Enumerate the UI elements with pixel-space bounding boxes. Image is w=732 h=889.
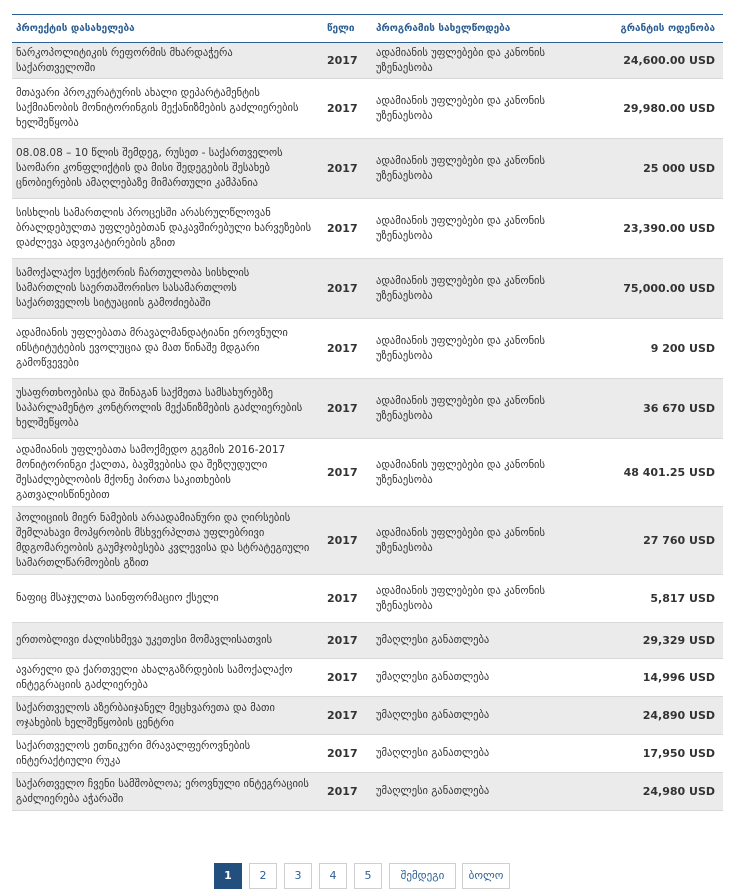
- program-cell: ადამიანის უფლებები და კანონის უზენაესობა: [376, 46, 545, 74]
- page-button-4[interactable]: 4: [319, 863, 347, 889]
- table-row: [12, 773, 723, 811]
- year-cell: 2017: [327, 222, 358, 235]
- project-name-cell: სამოქალაქო სექტორის ჩართულობა სისხლის სამართლის საერთაშორისო სასამართლოს საქართველოს სიტუაციის გამოძიებაში: [16, 267, 250, 309]
- program-cell: ადამიანის უფლებები და კანონის უზენაესობა: [376, 334, 545, 362]
- project-name-cell: სისხლის სამართლის პროცესში არასრულწლოვან ბრალდებულთა უფლებებთან დაკავშირებული ხარვეზების დაძლევა ადვოკატირების გზით: [16, 207, 312, 249]
- year-cell: 2017: [327, 709, 358, 722]
- program-cell: უმაღლესი განათლება: [376, 709, 490, 721]
- program-cell: ადამიანის უფლებები და კანონის უზენაესობა: [376, 394, 545, 422]
- page-button-5[interactable]: 5: [354, 863, 382, 889]
- table-row: [12, 319, 723, 379]
- year-cell: 2017: [327, 634, 358, 647]
- year-cell: 2017: [327, 162, 358, 175]
- project-name-cell: ავარელი და ქართველი ახალგაზრდების სამოქალაქო ინტეგრაციის გაძლიერება: [16, 663, 293, 691]
- program-cell: უმაღლესი განათლება: [376, 634, 490, 646]
- page-button-2[interactable]: 2: [249, 863, 277, 889]
- grants-table-container: [12, 14, 723, 811]
- program-cell: ადამიანის უფლებები და კანონის უზენაესობა: [376, 214, 545, 242]
- program-cell: ადამიანის უფლებები და კანონის უზენაესობა: [376, 274, 545, 302]
- project-name-cell: მთავარი პროკურატურის ახალი დეპარტამენტის საქმიანობის მონიტორინგის მექანიზმების გაძლიერების ხელშეწყობა: [16, 87, 299, 129]
- amount-cell: 17,950 USD: [642, 747, 715, 760]
- amount-cell: 23,390.00 USD: [623, 222, 715, 235]
- program-cell: ადამიანის უფლებები და კანონის უზენაესობა: [376, 154, 545, 182]
- project-name-cell: საქართველოს აზერბაიჯანელ მეცხვარეთა და მათი ოჯახების ხელშეწყობის ცენტრი: [16, 701, 275, 729]
- amount-cell: 36 670 USD: [643, 402, 715, 415]
- year-cell: 2017: [327, 534, 358, 547]
- project-name-cell: ადამიანის უფლებათა სამოქმედო გეგმის 2016-2017 მონიტორინგი ქალთა, ბავშვებისა და შეზღუდული შესაძლებლობის მქონე პირთა საკითხების გათვალისწინებით: [16, 443, 286, 501]
- header-year[interactable]: წელი: [327, 23, 355, 34]
- year-cell: 2017: [327, 54, 358, 67]
- project-name-cell: უსაფრთხოებისა და შინაგან საქმეთა სამსახურებზე საპარლამენტო კონტროლის მექანიზმების გაძლიერების ხელშეწყობა: [16, 387, 303, 429]
- program-cell: ადამიანის უფლებები და კანონის უზენაესობა: [376, 458, 545, 486]
- year-cell: 2017: [327, 282, 358, 295]
- last-page-button[interactable]: ბოლო: [462, 863, 510, 889]
- table-row: [12, 379, 723, 439]
- year-cell: 2017: [327, 402, 358, 415]
- project-name-cell: 08.08.08 – 10 წლის შემდეგ, რუსეთ - საქართველოს საომარი კონფლიქტის და მისი შედეგების შესახებ ცნობიერების ამაღლებაზე მიმართული კამპანია: [16, 147, 283, 189]
- amount-cell: 48 401.25 USD: [623, 466, 715, 479]
- project-name-cell: პოლიციის მიერ ნამების არაადამიანური და ღირსების შემლახავი მოპყრობის მსხვერპლთა უფლებრივი მდგომარეობის გაუმჯობესება კვლევისა და სტრატეგიული სამართლწარმოების გზით: [16, 511, 310, 569]
- year-cell: 2017: [327, 342, 358, 355]
- year-cell: 2017: [327, 785, 358, 798]
- table-row: [12, 259, 723, 319]
- program-cell: უმაღლესი განათლება: [376, 785, 490, 797]
- project-name-cell: ადამიანის უფლებათა მრავალმანდატიანი ეროვნული ინსტიტუტების ევოლუცია და მათ წინაშე მდგარი გამოწვევები: [16, 327, 288, 369]
- table-row: [12, 439, 723, 507]
- page-button-1[interactable]: 1: [214, 863, 242, 889]
- program-cell: ადამიანის უფლებები და კანონის უზენაესობა: [376, 584, 545, 612]
- table-row: [12, 659, 723, 697]
- table-row: [12, 139, 723, 199]
- year-cell: 2017: [327, 466, 358, 479]
- next-page-button[interactable]: შემდეგი: [389, 863, 456, 889]
- amount-cell: 24,980 USD: [642, 785, 715, 798]
- page-button-3[interactable]: 3: [284, 863, 312, 889]
- table-row: [12, 199, 723, 259]
- program-cell: უმაღლესი განათლება: [376, 671, 490, 683]
- amount-cell: 24,600.00 USD: [623, 54, 715, 67]
- year-cell: 2017: [327, 747, 358, 760]
- year-cell: 2017: [327, 592, 358, 605]
- amount-cell: 27 760 USD: [643, 534, 715, 547]
- header-grant-amount[interactable]: გრანტის ოდენობა: [620, 23, 715, 34]
- table-row: [12, 623, 723, 659]
- amount-cell: 25 000 USD: [643, 162, 715, 175]
- amount-cell: 75,000.00 USD: [623, 282, 715, 295]
- year-cell: 2017: [327, 671, 358, 684]
- program-cell: უმაღლესი განათლება: [376, 747, 490, 759]
- amount-cell: 9 200 USD: [650, 342, 715, 355]
- table-header-row: [12, 15, 723, 43]
- amount-cell: 5,817 USD: [650, 592, 715, 605]
- amount-cell: 14,996 USD: [642, 671, 715, 684]
- project-name-cell: საქართველო ჩვენი სამშობლოა; ეროვნული ინტეგრაციის გაძლიერება აჭარაში: [16, 777, 309, 805]
- amount-cell: 24,890 USD: [642, 709, 715, 722]
- amount-cell: 29,329 USD: [642, 634, 715, 647]
- program-cell: ადამიანის უფლებები და კანონის უზენაესობა: [376, 526, 545, 554]
- year-cell: 2017: [327, 102, 358, 115]
- project-name-cell: საქართველოს ეთნიკური მრავალფეროვნების ინტერაქტიული რუკა: [16, 739, 251, 767]
- table-row: [12, 735, 723, 773]
- amount-cell: 29,980.00 USD: [623, 102, 715, 115]
- table-row: [12, 43, 723, 79]
- project-name-cell: ერთობლივი ძალისხმევა უკეთესი მომავლისათვის: [16, 634, 273, 646]
- table-row: [12, 79, 723, 139]
- table-row: [12, 575, 723, 623]
- table-row: [12, 697, 723, 735]
- table-row: [12, 507, 723, 575]
- grants-table: [12, 14, 723, 811]
- project-name-cell: ნაფიც მსაჯულთა საინფორმაციო ქსელი: [16, 592, 219, 604]
- header-program-name[interactable]: პროგრამის სახელწოდება: [376, 23, 511, 34]
- project-name-cell: ნარკოპოლიტიკის რეფორმის მხარდაჭერა საქართველოში: [16, 46, 233, 74]
- program-cell: ადამიანის უფლებები და კანონის უზენაესობა: [376, 94, 545, 122]
- header-project-name[interactable]: პროექტის დასახელება: [16, 23, 135, 34]
